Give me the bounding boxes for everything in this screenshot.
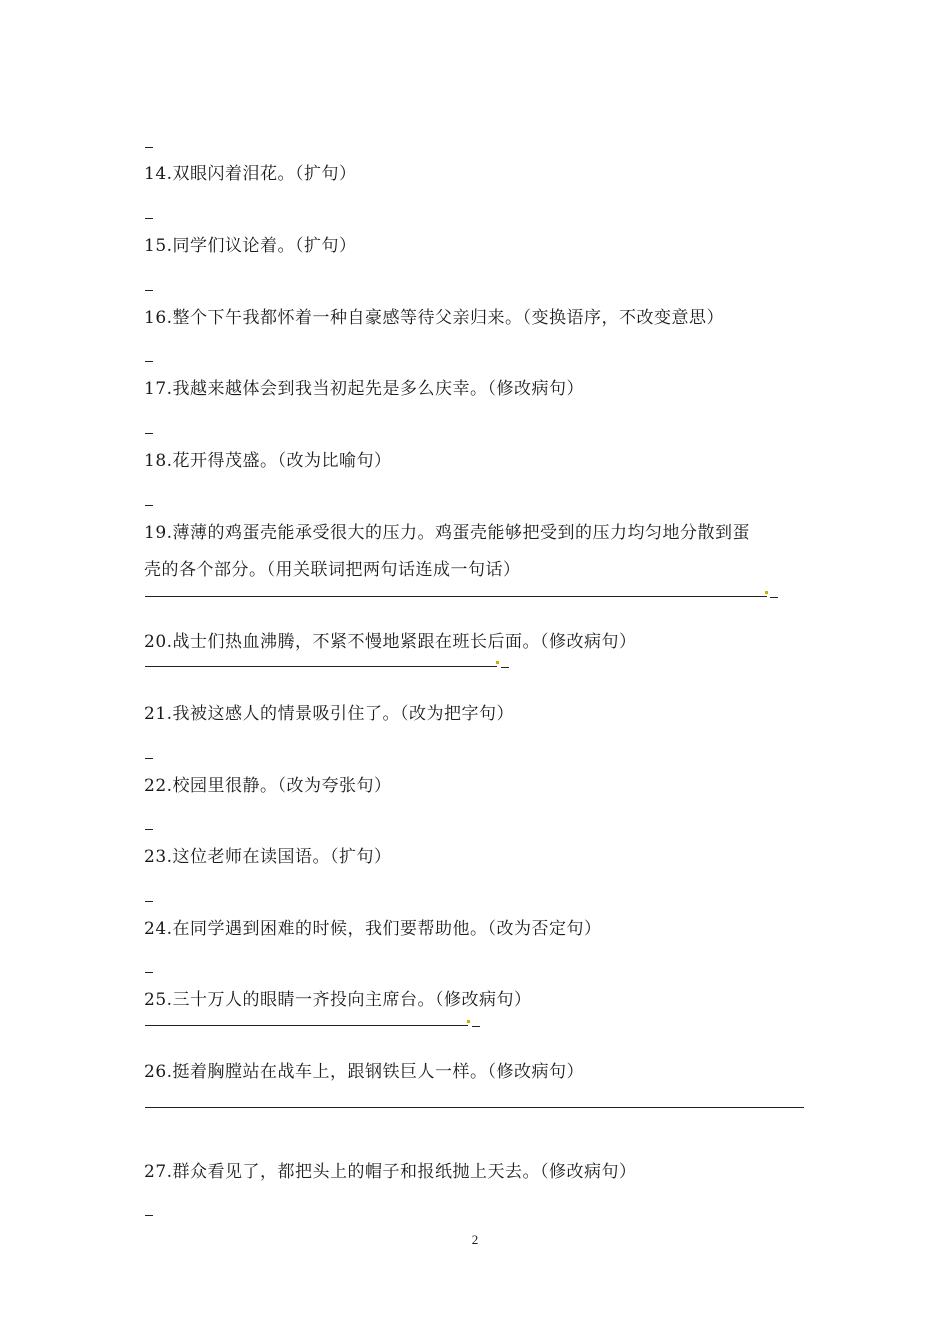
answer-blank bbox=[145, 901, 153, 902]
question-text-line2: 壳的各个部分。（用关联词把两句话连成一句话） bbox=[144, 560, 521, 580]
question-25 bbox=[144, 988, 532, 1012]
question-number: 22. bbox=[144, 776, 173, 796]
question-number: 14. bbox=[144, 164, 173, 184]
question-19 bbox=[144, 521, 750, 545]
question-text: 三十万人的眼睛一齐投向主席台。（修改病句） bbox=[172, 990, 532, 1010]
question-23 bbox=[144, 845, 392, 869]
question-19-continued bbox=[144, 558, 521, 582]
question-number: 18. bbox=[144, 451, 173, 471]
question-number: 24. bbox=[144, 919, 173, 939]
answer-blank bbox=[145, 758, 153, 759]
question-20 bbox=[144, 630, 637, 654]
question-18 bbox=[144, 449, 392, 473]
cursor-mark bbox=[765, 591, 768, 594]
question-text: 挺着胸膛站在战车上，跟钢铁巨人一样。（修改病句） bbox=[172, 1062, 585, 1082]
question-27 bbox=[144, 1160, 637, 1184]
question-16 bbox=[144, 306, 724, 330]
answer-blank bbox=[145, 829, 153, 830]
question-24 bbox=[144, 917, 602, 941]
question-text: 薄薄的鸡蛋壳能承受很大的压力。鸡蛋壳能够把受到的压力均匀地分散到蛋 bbox=[172, 523, 751, 543]
question-26 bbox=[144, 1060, 584, 1084]
question-number: 27. bbox=[144, 1162, 173, 1182]
answer-blank bbox=[145, 218, 153, 219]
question-number: 25. bbox=[144, 990, 173, 1010]
question-number: 26. bbox=[144, 1062, 173, 1082]
question-15 bbox=[144, 234, 357, 258]
question-text: 同学们议论着。（扩句） bbox=[172, 236, 357, 256]
answer-blank bbox=[145, 147, 153, 148]
answer-blank bbox=[145, 972, 153, 973]
answer-blank bbox=[145, 433, 153, 434]
answer-blank bbox=[145, 361, 153, 362]
answer-blank bbox=[145, 290, 153, 291]
question-17 bbox=[144, 377, 584, 401]
question-text: 我被这感人的情景吸引住了。（改为把字句） bbox=[172, 704, 515, 724]
answer-line bbox=[145, 596, 767, 597]
question-text: 这位老师在读国语。（扩句） bbox=[172, 847, 392, 867]
question-14 bbox=[144, 162, 357, 186]
cursor-mark bbox=[467, 1020, 470, 1023]
question-text: 双眼闪着泪花。（扩句） bbox=[172, 164, 357, 184]
question-text: 我越来越体会到我当初起先是多么庆幸。（修改病句） bbox=[172, 379, 585, 399]
answer-blank bbox=[501, 667, 509, 668]
question-number: 19. bbox=[144, 523, 173, 543]
question-21 bbox=[144, 702, 514, 726]
question-text: 战士们热血沸腾，不紧不慢地紧跟在班长后面。（修改病句） bbox=[172, 632, 637, 652]
question-number: 21. bbox=[144, 704, 173, 724]
answer-blank bbox=[770, 597, 778, 598]
question-text: 花开得茂盛。（改为比喻句） bbox=[172, 451, 392, 471]
answer-line bbox=[145, 1107, 804, 1108]
question-22 bbox=[144, 774, 392, 798]
question-number: 23. bbox=[144, 847, 173, 867]
question-text: 群众看见了，都把头上的帽子和报纸抛上天去。（修改病句） bbox=[172, 1162, 637, 1182]
question-number: 17. bbox=[144, 379, 173, 399]
cursor-mark bbox=[496, 661, 499, 664]
question-number: 15. bbox=[144, 236, 173, 256]
question-text: 在同学遇到困难的时候，我们要帮助他。（改为否定句） bbox=[172, 919, 602, 939]
question-text: 整个下午我都怀着一种自豪感等待父亲归来。（变换语序，不改变意思） bbox=[172, 308, 725, 328]
answer-blank bbox=[145, 1215, 153, 1216]
question-text: 校园里很静。（改为夸张句） bbox=[172, 776, 392, 796]
answer-line bbox=[145, 666, 497, 667]
answer-blank bbox=[472, 1026, 480, 1027]
question-number: 16. bbox=[144, 308, 173, 328]
page-number: 2 bbox=[471, 1232, 479, 1247]
question-number: 20. bbox=[144, 632, 173, 652]
answer-line bbox=[145, 1025, 468, 1026]
answer-blank bbox=[145, 505, 153, 506]
